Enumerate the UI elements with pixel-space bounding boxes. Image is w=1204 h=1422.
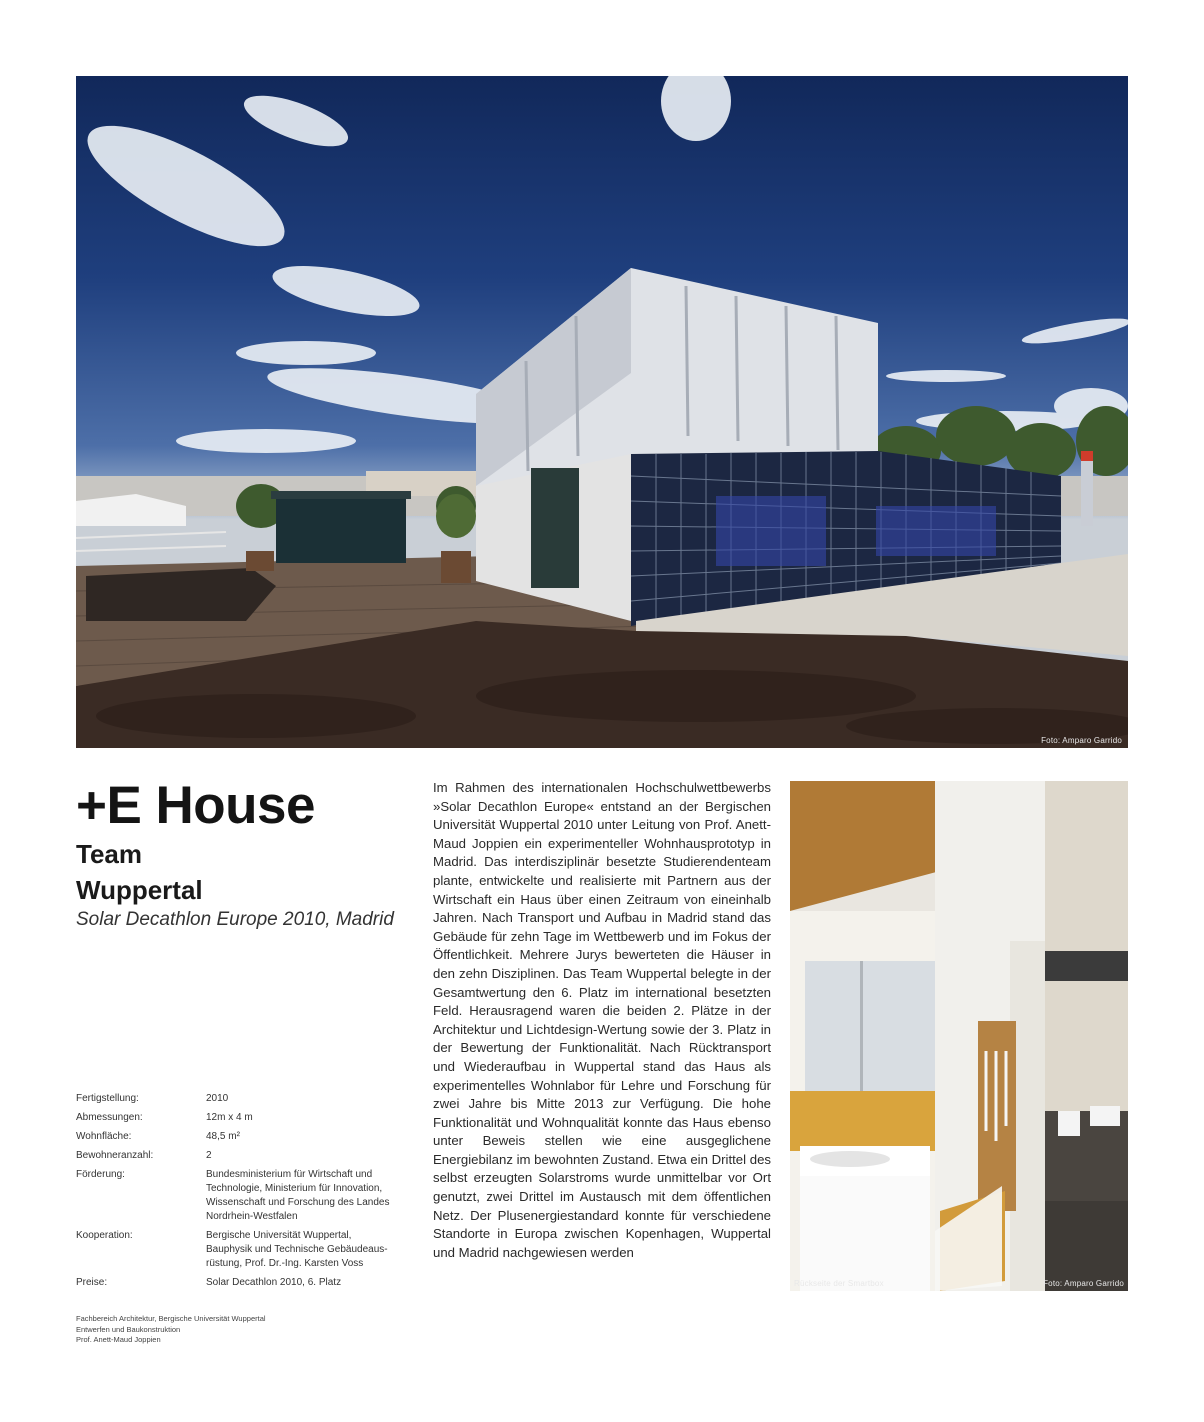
hero-photo-credit: Foto: Amparo Garrido xyxy=(1041,736,1122,745)
fact-label: Kooperation: xyxy=(76,1230,133,1241)
fact-value: Solar Decathlon 2010, 6. Platz xyxy=(206,1277,342,1288)
fact-label: Förderung: xyxy=(76,1169,125,1180)
fact-row xyxy=(76,1276,416,1290)
footer-credits xyxy=(76,1314,266,1346)
subtitle-line-2: Wuppertal xyxy=(76,875,203,905)
footer-line: Fachbereich Architektur, Bergische Universität Wuppertal xyxy=(76,1314,266,1323)
fact-value: 2010 xyxy=(206,1093,229,1104)
fact-label: Preise: xyxy=(76,1277,108,1288)
fact-label: Fertigstellung: xyxy=(76,1093,139,1104)
fact-value: 2 xyxy=(206,1150,212,1161)
fact-row xyxy=(76,1149,416,1163)
fact-value: Bundesministerium für Wirtschaft und Technologie, Ministerium für Innovation, Wissenschaft und Forschung des Landes Nordrhein-Westfalen xyxy=(206,1169,390,1222)
subtitle-line-1: Team xyxy=(76,839,142,869)
footer-line: Entwerfen und Baukonstruktion xyxy=(76,1324,181,1334)
interior-photo xyxy=(790,781,1128,1291)
fact-value: Bergische Universität Wuppertal, Bauphysik und Technische Gebäudeaus- rüstung, Prof. Dr.-Ing. Karsten Voss xyxy=(206,1230,388,1269)
fact-row xyxy=(76,1168,416,1224)
interior-photo-caption: Rückseite der Smartbox xyxy=(794,1279,884,1288)
event-line: Solar Decathlon Europe 2010, Madrid xyxy=(76,909,394,930)
hero-photo xyxy=(76,76,1128,748)
fact-label: Bewohneranzahl: xyxy=(76,1150,154,1161)
interior-photo-illustration xyxy=(790,781,1128,1291)
fact-row xyxy=(76,1229,416,1271)
fact-label: Abmessungen: xyxy=(76,1112,143,1123)
interior-photo-credit: Foto: Amparo Garrido xyxy=(1043,1279,1124,1288)
project-facts xyxy=(76,1092,416,1295)
fact-value: 12m x 4 m xyxy=(206,1112,253,1123)
footer-line: Prof. Anett-Maud Joppien xyxy=(76,1335,161,1344)
fact-row xyxy=(76,1111,416,1125)
fact-row xyxy=(76,1092,416,1106)
body-text: Im Rahmen des internationalen Hochschulwettbewerbs »Solar Decathlon Europe« entstand an der Bergischen Universität Wuppertal 2010 unter Leitung von Prof. Anett-Maud Joppien ein experimenteller Wohnhausprototyp in Madrid. Das interdisziplinär besetzte Studierendenteam plante, entwickelte und realisierte mit Partnern aus der Wirtschaft ein Haus über einen Zeitraum von eineinhalb Jahren. Nach Transport und Aufbau in Madrid stand das Gebäude für zehn Tage im Wettbewerb und im Fokus der Öffentlichkeit. Mehrere Jurys bewerteten die Häuser in den zehn Disziplinen. Das Team Wuppertal belegte in der Gesamtwertung den 6. Platz im international besetzten Feld. Herausragend waren die beiden 2. Plätze in der Architektur und Lichtdesign-Wertung sowie der 3. Platz in der Bewertung der Funktionalität. Nach Rücktransport und Wiederaufbau in Wuppertal stand das Haus als experimentelles Wohnlabor für Lehre und Forschung für zwei Jahre bis Mitte 2013 zur Verfügung. Die hohe Funktionalität und Wohnqualität konnte das Haus ebenso unter Beweis stellen wie eine ausgeglichene Energiebilanz im bewohnten Zustand. Etwa ein Drittel des selbst erzeugten Solarstroms wurde unmittelbar vor Ort genutzt, zwei Drittel im Austausch mit dem öffentlichen Netz. Der Plusenergiestandard konnte für verschiedene Standorte in Europa zwischen Kopenhagen, Wuppertal und Madrid nachgewiesen werden xyxy=(433,780,771,1260)
fact-row xyxy=(76,1130,416,1144)
hero-photo-illustration xyxy=(76,76,1128,748)
fact-label: Wohnfläche: xyxy=(76,1131,132,1142)
fact-value: 48,5 m² xyxy=(206,1131,240,1142)
page-title: +E House xyxy=(76,776,316,835)
